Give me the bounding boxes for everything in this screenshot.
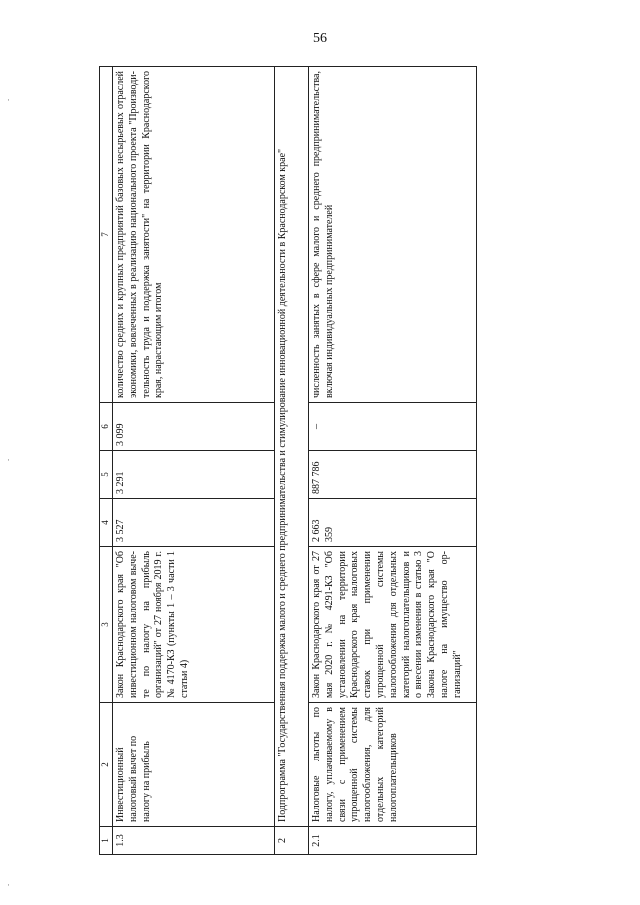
- row-number: 2.1: [309, 827, 477, 855]
- subprogram-title: Подпрограмма "Государственная поддержка малого и среднего предпринимательства и стимулирование инновационной деятельности в Краснодарском крае": [275, 67, 309, 827]
- column-header: 6: [100, 403, 113, 451]
- legal-basis: Закон Краснодарского края от 27 мая 2020 г. № 4291-КЗ "Об установлении на территории Краснодарского края налоговых ставок при применении упрощенной системы налогообложения для отдельных категорий налогоплательщиков и о внесении изменения в статью 3 Закона Краснодарского края "О налоге на имущество организаций": [309, 547, 477, 703]
- benefit-name: Налоговые льготы по налогу, уплачиваемому в связи с применением упрощенной системы налогообложения, для отдельных категорий налогоплательщиков: [309, 703, 477, 827]
- value-col-4: 2 663 359: [309, 499, 477, 547]
- value-col-4: 3 527: [113, 499, 275, 547]
- row-number: 1.3: [113, 827, 275, 855]
- table-row-2: [275, 67, 309, 855]
- table-row-2-1: [309, 67, 477, 855]
- rotated-table-area: [99, 67, 477, 855]
- value-col-5: 887 786: [309, 451, 477, 499]
- margin-mark: ·: [7, 455, 10, 465]
- page-number: 56: [313, 31, 327, 46]
- column-number-row: [100, 67, 113, 855]
- margin-mark: ·: [7, 95, 10, 105]
- value-col-6: 3 099: [113, 403, 275, 451]
- column-header: 7: [100, 67, 113, 403]
- column-header: 4: [100, 499, 113, 547]
- column-header: 1: [100, 827, 113, 855]
- margin-mark: ·: [7, 880, 10, 890]
- value-col-5: 3 291: [113, 451, 275, 499]
- indicator-text: количество средних и крупных предприятий базовых несырьевых отраслей экономики, вовлеченных в реализацию национального проекта "Производительность труда и поддержка занятости" на территории Краснодарского края, нарастающим итогом: [113, 67, 275, 403]
- column-header: 2: [100, 703, 113, 827]
- tax-benefits-table: [99, 66, 477, 855]
- column-header: 3: [100, 547, 113, 703]
- value-col-6: –: [309, 403, 477, 451]
- table-row-1-3: [113, 67, 275, 855]
- legal-basis: Закон Краснодарского края "Об инвестиционном налоговом вычете по налогу на прибыль организаций" от 27 ноября 2019 г. № 4170-КЗ (пункты 1 – 3 части 1 статьи 4): [113, 547, 275, 703]
- benefit-name: Инвестиционный налоговый вычет по налогу на прибыль: [113, 703, 275, 827]
- rotated-table-content: [99, 67, 477, 855]
- column-header: 5: [100, 451, 113, 499]
- indicator-text: численность занятых в сфере малого и среднего предпринимательства, включая индивидуальных предпринимателей: [309, 67, 477, 403]
- row-number: 2: [275, 827, 309, 855]
